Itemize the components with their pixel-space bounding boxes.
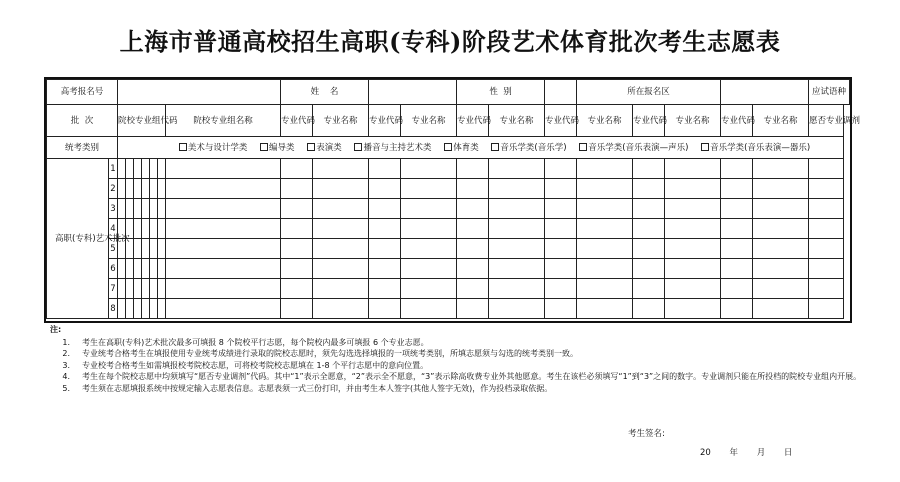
major-name-label: 专业名称 bbox=[489, 105, 545, 137]
adjust-label: 愿否专业调剂 bbox=[809, 105, 844, 137]
checkbox-icon[interactable] bbox=[701, 143, 709, 151]
category-label: 统考类别 bbox=[47, 137, 118, 159]
choice-number: 5 bbox=[109, 239, 118, 259]
major-code-label: 专业代码 bbox=[457, 105, 489, 137]
language-label: 应试语种 bbox=[809, 80, 850, 105]
note-item: 1. 考生在高职(专科)艺术批次最多可填报 8 个院校平行志愿，每个院校内最多可填报 6 个专业志愿。 bbox=[62, 337, 429, 347]
choice-row bbox=[47, 179, 850, 199]
category-option[interactable]: 编导类 bbox=[260, 143, 295, 153]
batch-name: 高职(专科)艺术批次 bbox=[47, 159, 109, 319]
major-name-label: 专业名称 bbox=[401, 105, 457, 137]
category-option[interactable]: 表演类 bbox=[307, 143, 342, 153]
major-name-label: 专业名称 bbox=[577, 105, 633, 137]
exam-no-label: 高考报名号 bbox=[47, 80, 118, 105]
category-option[interactable]: 音乐学类(音乐表演—器乐) bbox=[701, 143, 810, 153]
choice-row bbox=[47, 239, 850, 259]
name-field[interactable] bbox=[369, 80, 457, 105]
exam-no-field[interactable] bbox=[118, 80, 281, 105]
category-option[interactable]: 音乐学类(音乐表演—声乐) bbox=[579, 143, 688, 153]
form-grid bbox=[46, 79, 861, 319]
date-line: 20 年 月 日 bbox=[700, 448, 793, 458]
name-label: 姓 名 bbox=[281, 80, 369, 105]
checkbox-icon[interactable] bbox=[491, 143, 499, 151]
school-group-code-label: 院校专业组代码 bbox=[118, 105, 166, 137]
application-form bbox=[44, 77, 861, 323]
major-name-label: 专业名称 bbox=[313, 105, 369, 137]
choice-row bbox=[47, 279, 850, 299]
checkbox-icon[interactable] bbox=[260, 143, 268, 151]
batch-label: 批 次 bbox=[47, 105, 118, 137]
gender-field[interactable] bbox=[545, 80, 577, 105]
choice-number: 6 bbox=[109, 259, 118, 279]
checkbox-icon[interactable] bbox=[307, 143, 315, 151]
choice-number: 3 bbox=[109, 199, 118, 219]
signature-label: 考生签名: bbox=[628, 429, 665, 439]
major-code-label: 专业代码 bbox=[281, 105, 313, 137]
choice-number: 1 bbox=[109, 159, 118, 179]
choice-number: 4 bbox=[109, 219, 118, 239]
major-code-label: 专业代码 bbox=[633, 105, 665, 137]
checkbox-icon[interactable] bbox=[354, 143, 362, 151]
choice-row bbox=[47, 299, 850, 319]
note-item: 4. 考生在每个院校志愿中均须填写“愿否专业调剂”代码。其中“1”表示全愿意，“2”表示全不愿意，“3”表示除高收费专业外其他愿意。考生在该栏必须填写“1”到“3”之间的数字。专业调剂只能在所投档的院校专业组内开展。 bbox=[62, 372, 862, 381]
district-field[interactable] bbox=[721, 80, 809, 105]
checkbox-icon[interactable] bbox=[444, 143, 452, 151]
checkbox-icon[interactable] bbox=[179, 143, 187, 151]
page-title: 上海市普通高校招生高职(专科)阶段艺术体育批次考生志愿表 bbox=[119, 27, 781, 56]
notes-heading: 注: bbox=[50, 325, 62, 334]
major-code-label: 专业代码 bbox=[369, 105, 401, 137]
category-option[interactable]: 体育类 bbox=[444, 143, 479, 153]
category-row bbox=[47, 137, 850, 159]
category-option[interactable]: 音乐学类(音乐学) bbox=[491, 143, 566, 153]
choice-number: 7 bbox=[109, 279, 118, 299]
category-option[interactable]: 美术与设计学类 bbox=[179, 143, 248, 153]
major-name-label: 专业名称 bbox=[665, 105, 721, 137]
choice-row bbox=[47, 159, 850, 179]
school-group-name-label: 院校专业组名称 bbox=[166, 105, 281, 137]
header-row-2 bbox=[47, 105, 850, 137]
checkbox-icon[interactable] bbox=[579, 143, 587, 151]
major-name-label: 专业名称 bbox=[753, 105, 809, 137]
note-item: 5. 考生须在志愿填报系统中按规定输入志愿表信息。志愿表须一式三份打印，并由考生本人签字(其他人签字无效)，作为投档录取依据。 bbox=[62, 383, 553, 393]
notes-section bbox=[50, 324, 870, 394]
gender-label: 性 别 bbox=[457, 80, 545, 105]
major-code-label: 专业代码 bbox=[721, 105, 753, 137]
choice-number: 8 bbox=[109, 299, 118, 319]
header-row-1 bbox=[47, 80, 850, 105]
major-code-label: 专业代码 bbox=[545, 105, 577, 137]
category-options bbox=[118, 137, 844, 159]
district-label: 所在报名区 bbox=[577, 80, 721, 105]
choice-row bbox=[47, 219, 850, 239]
category-option[interactable]: 播音与主持艺术类 bbox=[354, 143, 431, 153]
note-item: 2. 专业统考合格考生在填报使用专业统考成绩进行录取的院校志愿时，须先勾选选择填报的一项统考类别，所填志愿须与勾选的统考类别一致。 bbox=[62, 349, 578, 358]
choice-number: 2 bbox=[109, 179, 118, 199]
note-item: 3. 专业校考合格考生如需填报校考院校志愿，可将校考院校志愿填在 1-8 个平行志愿中的意向位置。 bbox=[62, 360, 429, 370]
choice-row bbox=[47, 259, 850, 279]
choice-row bbox=[47, 199, 850, 219]
